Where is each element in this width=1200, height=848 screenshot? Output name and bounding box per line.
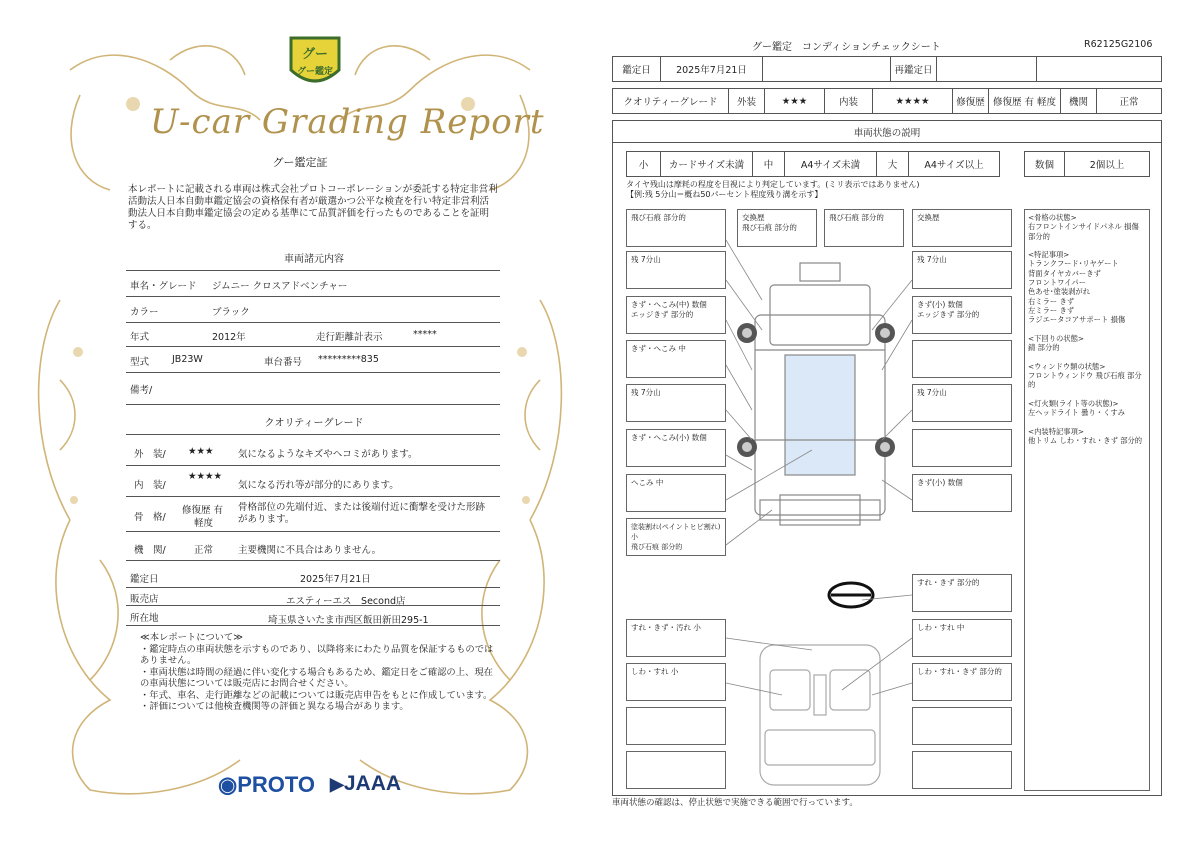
notes-title: ≪本レポートについて≫	[140, 632, 243, 643]
size-small-desc: カードサイズ未満	[661, 152, 753, 176]
sheet-repair-label: 修復歴	[953, 89, 989, 113]
size-legend	[626, 151, 1000, 177]
certificate-body: 本レポートに記載される車両は株式会社プロトコーポレーションが委託する特定非営利活動法人日本自動車鑑定協会の資格保有者が厳選かつ公平な検査を行い特定非営利活動法人日本自動車鑑定協会の定める基準にて品質評価を行ったものであることを証明する。	[128, 184, 498, 231]
sheet-ext-stars: ★★★	[765, 89, 825, 113]
interior-box: しわ・すれ 中	[912, 619, 1012, 657]
sheet-footer: 車両状態の確認は、停止状態で実施できる範囲で行っています。	[612, 798, 858, 808]
engine-desc: 主要機関に不具合はありません。	[238, 545, 382, 556]
svg-text:グー: グー	[301, 47, 329, 62]
engine-value: 正常	[194, 545, 214, 556]
date-label: 鑑定日	[130, 574, 159, 585]
grade-row	[612, 88, 1162, 114]
size-large: 大	[877, 152, 909, 176]
year-label: 年式	[130, 332, 150, 343]
leader-lines-icon	[612, 200, 1032, 790]
sheet-code: R62125G2106	[1084, 39, 1153, 50]
damage-box: 飛び石痕 部分的	[824, 209, 904, 247]
color-value: ブラック	[212, 307, 250, 318]
year-value: 2012年	[212, 332, 246, 343]
shop-value: エスティーエス Second店	[286, 596, 406, 607]
count-desc: 2個以上	[1089, 160, 1125, 171]
sheet-repair-value: 修復歴 有 軽度	[989, 89, 1061, 113]
proto-logo: ◉PROTO	[218, 772, 316, 797]
details-text: <骨格の状態> 右フロントインサイドパネル 損傷 部分的 <特記事項> トランクフード･リヤゲート 背面タイヤカバーきず フロントワイパー 色あせ･塗装剥がれ 右ミラー きず 左ミラー きず ラジエータコアサポート 損傷 <下回りの状態> 錆 部分的 <ウィンドウ類の状態> フロントウィンドウ 飛び石痕 部分的 <灯火類(ライト等の状態)> 左ヘッドライト 曇り・くすみ <内装特記事項> 他トリム しわ・すれ・きず 部分的	[1028, 213, 1143, 446]
frame-label: 骨 格/	[134, 512, 166, 523]
damage-box: 残 7分山	[912, 384, 1012, 422]
tire-example: 【例:残 5分山＝概ね50パーセント程度残り溝を示す】	[626, 190, 823, 199]
frame-value: 修復歴 有	[182, 505, 224, 516]
name-value: ジムニー クロスアドベンチャー	[212, 281, 348, 292]
size-large-desc: A4サイズ以上	[924, 160, 984, 171]
state-title: 車両状態の説明	[613, 121, 1161, 143]
chassis-label: 車台番号	[264, 357, 303, 368]
note-item: ・評価については他検査機関等の評価と異なる場合があります。	[140, 701, 409, 712]
damage-box: きず・へこみ 中	[626, 340, 726, 378]
damage-box: 残 7分山	[626, 384, 726, 422]
model-value: JB23W	[172, 354, 203, 365]
damage-box: 残 7分山	[912, 251, 1012, 289]
frame-value2: 軽度	[194, 518, 214, 529]
damage-box: きず・へこみ(中) 数個 エッジきず 部分的	[626, 296, 726, 334]
interior-desc: 気になる汚れ等が部分的にあります。	[238, 480, 399, 491]
size-small: 小	[627, 152, 661, 176]
interior-box: すれ・きず・汚れ 小	[626, 619, 726, 657]
interior-stars: ★★★★	[188, 471, 223, 482]
jaaa-logo: ▶JAAA	[330, 772, 402, 795]
report-script-title: U-car Grading Report	[150, 102, 545, 142]
chassis-value: *********835	[318, 354, 379, 365]
exterior-label: 外 装/	[134, 449, 166, 460]
sheet-int-stars: ★★★★	[873, 89, 953, 113]
damage-box: きず(小) 数個 エッジきず 部分的	[912, 296, 1012, 334]
interior-box: しわ・すれ・きず 部分的	[912, 663, 1012, 701]
address-value: 埼玉県さいたま市西区飯田新田295-1	[268, 615, 429, 626]
size-mid-desc: A4サイズ未満	[785, 152, 877, 176]
sheet-grade-label: クオリティーグレード	[613, 89, 729, 113]
name-label: 車名・グレード	[130, 281, 197, 292]
certificate-heading: グー鑑定証	[272, 156, 328, 169]
damage-box: きず・へこみ(小) 数個	[626, 429, 726, 467]
sheet-engine-value: 正常	[1119, 97, 1139, 108]
exterior-stars: ★★★	[188, 446, 214, 457]
address-label: 所在地	[130, 613, 159, 624]
damage-box: へこみ 中	[626, 474, 726, 512]
redate-label: 再鑑定日	[891, 57, 937, 81]
grade-title: クオリティーグレード	[264, 418, 364, 429]
tire-note: タイヤ残山は摩耗の程度を目視により判定しています。(ミリ表示ではありません)	[626, 180, 920, 189]
damage-box: 塗装割れ(ペイントヒビ割れ) 小 飛び石痕 部分的	[626, 518, 726, 556]
note-item: ・年式、車名、走行距離などの記載については販売店申告をもとに作成しています。	[140, 689, 493, 701]
exterior-desc: 気になるようなキズやヘコミがあります。	[238, 449, 418, 460]
engine-label: 機 関/	[134, 545, 166, 556]
svg-text:グー鑑定: グー鑑定	[296, 67, 334, 77]
date-row	[612, 56, 1162, 82]
frame-desc: 骨格部位の先端付近、または後端付近に衝撃を受けた形跡があります。	[238, 502, 486, 525]
count-label: 数個	[1025, 152, 1065, 176]
mileage-label: 走行距離計表示	[316, 332, 383, 343]
sheet-engine-label: 機関	[1061, 89, 1097, 113]
remarks-label: 備考/	[130, 385, 153, 396]
details-column	[1024, 209, 1150, 791]
mileage-value: *****	[413, 329, 437, 340]
sheet-ext-label: 外装	[729, 89, 765, 113]
interior-box: すれ・きず 部分的	[912, 574, 1012, 612]
model-label: 型式	[130, 357, 150, 368]
damage-box: 残 7分山	[626, 251, 726, 289]
interior-label: 内 装/	[134, 480, 166, 491]
sheet-date-value: 2025年7月21日	[661, 57, 763, 81]
size-mid: 中	[753, 152, 785, 176]
note-item: ・車両状態は時間の経過に伴い変化する場合もあるため、鑑定日をご確認の上、現在の車両状態については販売店にお問合せください。	[140, 666, 493, 689]
damage-box: 交換歴	[912, 209, 1012, 247]
note-item: ・鑑定時点の車両状態を示すものであり、以降将来にわたり品質を保証するものではありません。	[140, 643, 494, 666]
count-legend	[1024, 151, 1150, 177]
damage-box: きず(小) 数個	[912, 474, 1012, 512]
shop-label: 販売店	[130, 594, 159, 605]
specs-title: 車両諸元内容	[284, 254, 344, 265]
damage-box: 飛び石痕 部分的	[626, 209, 726, 247]
sheet-title: グー鑑定 コンディションチェックシート	[752, 42, 941, 53]
sheet-int-label: 内装	[825, 89, 873, 113]
color-label: カラー	[130, 307, 159, 318]
date-value: 2025年7月21日	[300, 574, 371, 585]
damage-box: 交換歴 飛び石痕 部分的	[737, 209, 817, 247]
sheet-date-label: 鑑定日	[613, 57, 661, 81]
interior-box: しわ・すれ 小	[626, 663, 726, 701]
